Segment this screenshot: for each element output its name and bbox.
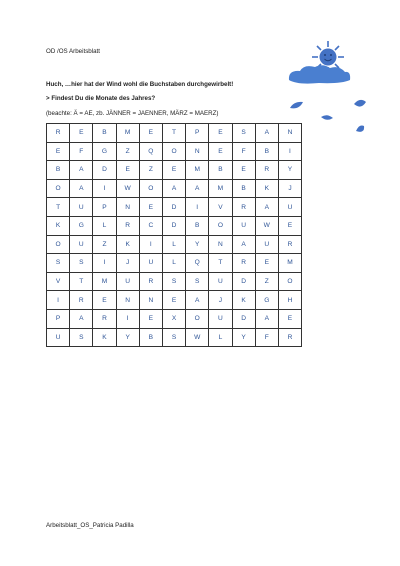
grid-cell: J: [278, 179, 301, 198]
grid-cell: E: [70, 124, 93, 143]
grid-cell: V: [47, 272, 70, 291]
grid-cell: I: [139, 235, 162, 254]
grid-cell: R: [116, 216, 139, 235]
grid-cell: R: [93, 309, 116, 328]
grid-cell: S: [70, 254, 93, 273]
worksheet-header: OD /OS Arbeitsblatt: [46, 48, 100, 55]
grid-cell: E: [255, 254, 278, 273]
grid-cell: G: [255, 291, 278, 310]
grid-cell: Q: [139, 142, 162, 161]
grid-cell: U: [139, 254, 162, 273]
grid-cell: K: [232, 291, 255, 310]
grid-cell: M: [186, 161, 209, 180]
grid-cell: U: [209, 309, 232, 328]
grid-row: [47, 198, 302, 217]
grid-cell: G: [93, 142, 116, 161]
grid-cell: T: [209, 254, 232, 273]
grid-cell: E: [139, 124, 162, 143]
grid-cell: R: [232, 198, 255, 217]
grid-cell: G: [70, 216, 93, 235]
grid-cell: M: [209, 179, 232, 198]
grid-cell: B: [186, 216, 209, 235]
grid-cell: L: [209, 328, 232, 347]
grid-cell: A: [255, 198, 278, 217]
grid-cell: A: [255, 309, 278, 328]
grid-cell: B: [255, 142, 278, 161]
grid-cell: S: [162, 328, 185, 347]
leaf-icon: [290, 100, 366, 132]
grid-cell: A: [186, 179, 209, 198]
grid-cell: N: [116, 198, 139, 217]
grid-cell: D: [162, 198, 185, 217]
grid-cell: I: [186, 198, 209, 217]
grid-cell: W: [116, 179, 139, 198]
grid-cell: S: [70, 328, 93, 347]
grid-cell: U: [209, 272, 232, 291]
grid-cell: I: [93, 254, 116, 273]
grid-cell: C: [139, 216, 162, 235]
worksheet-title: Huch, …hier hat der Wind wohl die Buchstaben durchgewirbelt!: [46, 81, 234, 88]
grid-cell: N: [116, 291, 139, 310]
grid-cell: Y: [116, 328, 139, 347]
grid-cell: E: [162, 291, 185, 310]
grid-cell: S: [47, 254, 70, 273]
worksheet-question: > Findest Du die Monate des Jahres?: [46, 95, 156, 102]
grid-cell: B: [232, 179, 255, 198]
grid-cell: L: [93, 216, 116, 235]
grid-cell: B: [139, 328, 162, 347]
grid-cell: S: [162, 272, 185, 291]
grid-cell: O: [47, 235, 70, 254]
grid-cell: A: [162, 179, 185, 198]
grid-row: [47, 272, 302, 291]
grid-cell: W: [255, 216, 278, 235]
grid-cell: N: [186, 142, 209, 161]
grid-row: [47, 124, 302, 143]
grid-cell: I: [116, 309, 139, 328]
grid-cell: F: [70, 142, 93, 161]
grid-cell: U: [278, 198, 301, 217]
grid-cell: B: [93, 124, 116, 143]
grid-cell: W: [186, 328, 209, 347]
grid-cell: D: [162, 216, 185, 235]
grid-cell: S: [232, 124, 255, 143]
grid-cell: Y: [278, 161, 301, 180]
grid-row: [47, 179, 302, 198]
grid-cell: E: [93, 291, 116, 310]
worksheet-note: (beachte: Ä = AE, zb. JÄNNER = JAENNER, MÄRZ = MAERZ): [46, 110, 219, 117]
grid-cell: Z: [93, 235, 116, 254]
grid-cell: A: [186, 291, 209, 310]
grid-cell: F: [232, 142, 255, 161]
grid-cell: X: [162, 309, 185, 328]
grid-cell: R: [47, 124, 70, 143]
grid-cell: Z: [139, 161, 162, 180]
grid-cell: K: [116, 235, 139, 254]
grid-cell: D: [93, 161, 116, 180]
grid-cell: E: [139, 198, 162, 217]
cloud-icon: [289, 65, 350, 83]
grid-cell: O: [186, 309, 209, 328]
grid-cell: R: [278, 328, 301, 347]
grid-row: [47, 216, 302, 235]
grid-cell: E: [116, 161, 139, 180]
grid-cell: E: [278, 309, 301, 328]
grid-cell: U: [232, 216, 255, 235]
grid-cell: E: [139, 309, 162, 328]
grid-cell: Q: [186, 254, 209, 273]
grid-cell: K: [47, 216, 70, 235]
grid-cell: B: [47, 161, 70, 180]
grid-cell: E: [162, 161, 185, 180]
grid-cell: Z: [116, 142, 139, 161]
grid-cell: N: [209, 235, 232, 254]
grid-cell: E: [232, 161, 255, 180]
grid-cell: U: [70, 235, 93, 254]
grid-cell: L: [162, 254, 185, 273]
grid-cell: M: [93, 272, 116, 291]
grid-cell: O: [139, 179, 162, 198]
grid-row: [47, 328, 302, 347]
grid-cell: U: [47, 328, 70, 347]
grid-cell: R: [70, 291, 93, 310]
weather-illustration: [283, 38, 378, 148]
grid-cell: A: [255, 124, 278, 143]
grid-cell: K: [93, 328, 116, 347]
grid-cell: R: [255, 161, 278, 180]
grid-cell: N: [278, 124, 301, 143]
grid-cell: B: [209, 161, 232, 180]
grid-row: [47, 235, 302, 254]
grid-cell: F: [255, 328, 278, 347]
grid-row: [47, 309, 302, 328]
grid-cell: I: [278, 142, 301, 161]
grid-cell: A: [70, 179, 93, 198]
grid-cell: D: [232, 272, 255, 291]
grid-cell: E: [209, 124, 232, 143]
grid-cell: O: [278, 272, 301, 291]
grid-cell: Y: [232, 328, 255, 347]
grid-cell: A: [70, 161, 93, 180]
grid-cell: R: [139, 272, 162, 291]
grid-cell: E: [278, 216, 301, 235]
grid-cell: P: [47, 309, 70, 328]
grid-cell: I: [93, 179, 116, 198]
grid-row: [47, 161, 302, 180]
grid-cell: R: [232, 254, 255, 273]
grid-cell: E: [47, 142, 70, 161]
grid-cell: U: [70, 198, 93, 217]
grid-cell: L: [162, 235, 185, 254]
grid-cell: A: [232, 235, 255, 254]
grid-cell: T: [47, 198, 70, 217]
grid-cell: R: [278, 235, 301, 254]
letter-grid: [46, 123, 302, 347]
grid-cell: A: [70, 309, 93, 328]
grid-cell: P: [186, 124, 209, 143]
grid-cell: E: [209, 142, 232, 161]
grid-cell: U: [255, 235, 278, 254]
grid-cell: O: [162, 142, 185, 161]
grid-cell: M: [278, 254, 301, 273]
grid-cell: T: [70, 272, 93, 291]
grid-cell: J: [209, 291, 232, 310]
grid-cell: T: [162, 124, 185, 143]
grid-row: [47, 142, 302, 161]
grid-cell: M: [116, 124, 139, 143]
grid-cell: N: [139, 291, 162, 310]
grid-cell: I: [47, 291, 70, 310]
grid-cell: J: [116, 254, 139, 273]
grid-cell: H: [278, 291, 301, 310]
grid-cell: D: [232, 309, 255, 328]
grid-cell: Z: [255, 272, 278, 291]
grid-cell: O: [47, 179, 70, 198]
worksheet-footer: Arbeitsblatt_OS_Patricia Padilla: [46, 522, 134, 529]
grid-cell: K: [255, 179, 278, 198]
grid-row: [47, 254, 302, 273]
grid-cell: O: [209, 216, 232, 235]
grid-cell: V: [209, 198, 232, 217]
grid-row: [47, 291, 302, 310]
grid-cell: Y: [186, 235, 209, 254]
grid-cell: P: [93, 198, 116, 217]
grid-cell: S: [186, 272, 209, 291]
grid-cell: U: [116, 272, 139, 291]
